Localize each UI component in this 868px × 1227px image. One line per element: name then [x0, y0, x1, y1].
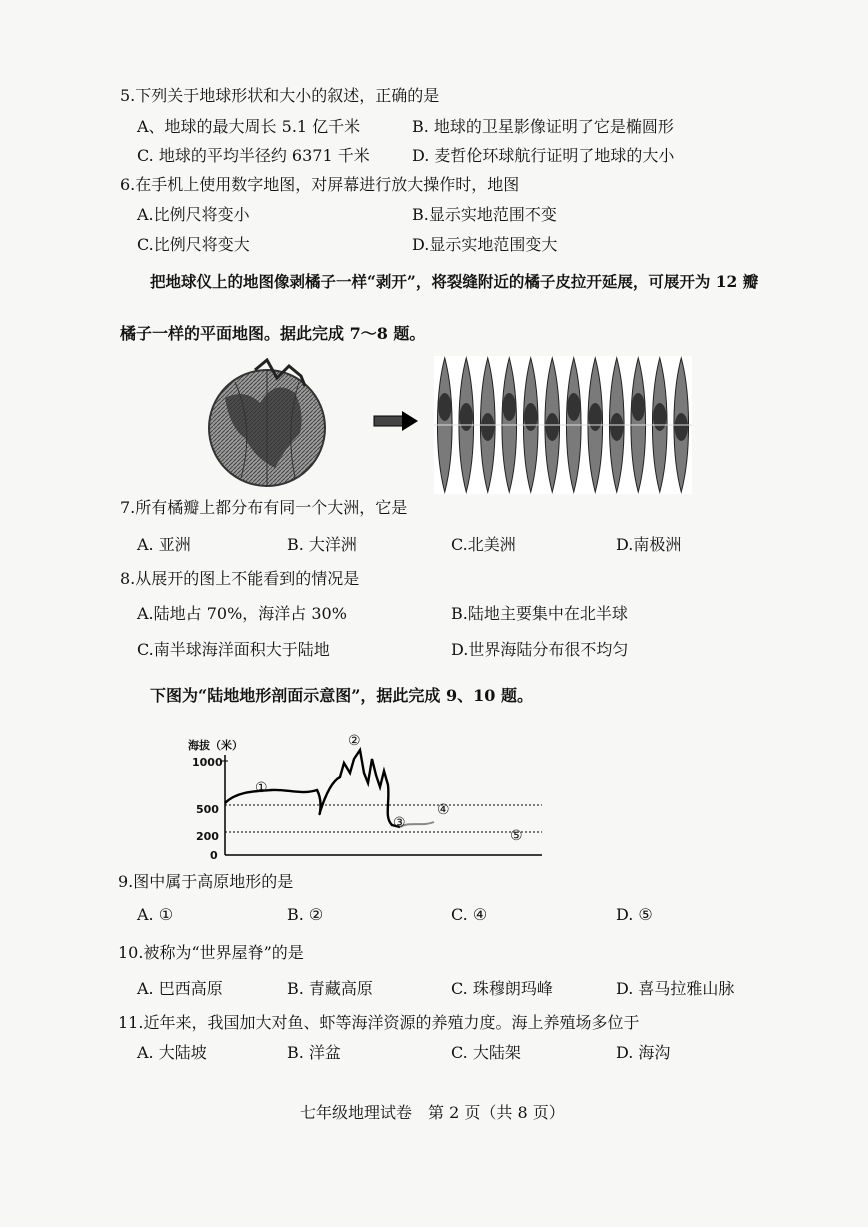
profile-ylabel: 海拔（米） — [188, 739, 243, 752]
q9-option-a: A. ① — [137, 905, 174, 924]
gore-land-7 — [567, 393, 580, 421]
q11-option-c: C. 大陆架 — [451, 1043, 521, 1062]
q5-stem: 5.下列关于地球形状和大小的叙述，正确的是 — [120, 86, 440, 105]
q6-option-c: C.比例尺将变大 — [137, 235, 250, 254]
gore-land-5 — [524, 403, 537, 431]
q11-option-a: A. 大陆坡 — [137, 1043, 207, 1062]
gore-land-10 — [632, 393, 645, 421]
profile-marker-4: ④ — [437, 802, 450, 818]
globe-illustration — [205, 358, 330, 488]
gore-land-6 — [546, 413, 559, 441]
gore-land-3 — [481, 413, 494, 441]
page-footer: 七年级地理试卷 第 2 页（共 8 页） — [300, 1103, 565, 1122]
profile-marker-1: ① — [255, 780, 268, 796]
q6-option-b: B.显示实地范围不变 — [412, 205, 557, 224]
q5-option-a: A、地球的最大周长 5.1 亿千米 — [137, 117, 361, 136]
gore-land-9 — [610, 413, 623, 441]
q11-option-b: B. 洋盆 — [287, 1043, 341, 1062]
q7-option-b: B. 大洋洲 — [287, 535, 357, 554]
q7-option-d: D.南极洲 — [616, 535, 682, 554]
intro-9-10: 下图为“陆地地形剖面示意图”，据此完成 9、10 题。 — [150, 686, 533, 705]
q5-option-b: B. 地球的卫星影像证明了它是椭圆形 — [412, 117, 674, 136]
q9-option-b: B. ② — [287, 905, 324, 924]
q10-option-c: C. 珠穆朗玛峰 — [451, 979, 553, 998]
q8-option-d: D.世界海陆分布很不均匀 — [451, 640, 629, 659]
q8-stem: 8.从展开的图上不能看到的情况是 — [120, 569, 360, 588]
q8-option-c: C.南半球海洋面积大于陆地 — [137, 640, 330, 659]
gore-land-12 — [675, 413, 688, 441]
profile-tick-500: 500 — [196, 803, 219, 816]
q7-option-c: C.北美洲 — [451, 535, 516, 554]
q7-stem: 7.所有橘瓣上都分布有同一个大洲，它是 — [120, 498, 408, 517]
q9-option-c: C. ④ — [451, 905, 488, 924]
profile-tick-0: 0 — [210, 849, 218, 862]
gore-land-8 — [589, 403, 602, 431]
gore-land-11 — [653, 403, 666, 431]
profile-tick-200: 200 — [196, 830, 219, 843]
q6-option-d: D.显示实地范围变大 — [412, 235, 558, 254]
q10-stem: 10.被称为“世界屋脊”的是 — [118, 943, 304, 962]
intro-7-8-line1: 把地球仪上的地图像剥橘子一样“剥开”，将裂缝附近的橘子皮拉开延展，可展开为 12 瓣 — [150, 272, 759, 291]
q5-option-c: C. 地球的平均半径约 6371 千米 — [137, 146, 370, 165]
q10-option-b: B. 青藏高原 — [287, 979, 373, 998]
q10-option-d: D. 喜马拉雅山脉 — [616, 979, 735, 998]
orange-peel-map — [434, 356, 692, 494]
q11-stem: 11.近年来，我国加大对鱼、虾等海洋资源的养殖力度。海上养殖场多位于 — [118, 1013, 640, 1032]
q6-option-a: A.比例尺将变小 — [137, 205, 250, 224]
profile-marker-5: ⑤ — [510, 828, 523, 844]
q8-option-a: A.陆地占 70%，海洋占 30% — [137, 604, 347, 623]
profile-marker-2: ② — [348, 733, 361, 749]
profile-tick-1000: 1000 — [192, 756, 223, 769]
q7-option-a: A. 亚洲 — [137, 535, 191, 554]
gore-land-1 — [438, 393, 451, 421]
q8-option-b: B.陆地主要集中在北半球 — [451, 604, 628, 623]
q10-option-a: A. 巴西高原 — [137, 979, 223, 998]
q6-stem: 6.在手机上使用数字地图，对屏幕进行放大操作时，地图 — [120, 175, 520, 194]
terrain-profile-chart — [222, 745, 547, 860]
q9-stem: 9.图中属于高原地形的是 — [118, 872, 294, 891]
arrow-right-icon — [372, 410, 420, 432]
q9-option-d: D. ⑤ — [616, 905, 653, 924]
q5-option-d: D. 麦哲伦环球航行证明了地球的大小 — [412, 146, 675, 165]
profile-marker-3: ③ — [393, 815, 406, 831]
gore-land-4 — [503, 393, 516, 421]
gore-land-2 — [460, 403, 473, 431]
q11-option-d: D. 海沟 — [616, 1043, 671, 1062]
intro-7-8-line2: 橘子一样的平面地图。据此完成 7～8 题。 — [120, 324, 426, 343]
terrain-profile-line — [225, 750, 400, 827]
